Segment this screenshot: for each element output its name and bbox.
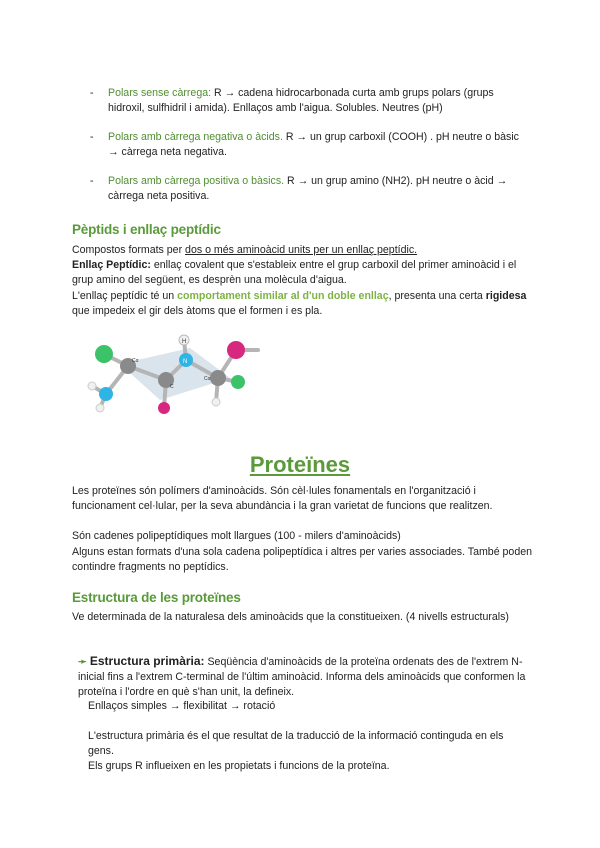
label-calpha-2: Cα <box>204 376 211 382</box>
bullet-polar-uncharged <box>90 86 520 116</box>
page-title: Proteïnes <box>249 452 351 477</box>
primary-note-2: Els grups R influeixen en les propietats i funcions de la proteïna. <box>88 760 390 773</box>
atom-hydrogen <box>88 382 96 390</box>
primary-note-1: L'estructura primària és el que resultat de la traducció de la informació continguda en els gens. <box>88 730 504 758</box>
primary-structure-item <box>78 654 528 701</box>
atom-nitrogen <box>99 387 113 401</box>
atom-green <box>231 375 245 389</box>
intro-body <box>72 484 532 575</box>
bullet-lead: Polars sense càrrega: <box>108 87 212 99</box>
primary-structure-notes <box>88 729 528 775</box>
label-n: N <box>183 359 188 365</box>
bullet-lead: Polars amb càrrega positiva o bàsics. <box>108 175 285 187</box>
peptide-bond-molecule-image <box>80 328 280 428</box>
bullet-text: R → un grup amino (NH2). pH neutre o àcid → càrrega neta positiva. <box>108 175 508 202</box>
bullet-text: R → cadena hidrocarbonada curta amb grups polars (grups hidroxil, sulfhidril i amida). Enllaços amb l'aigua. Solubles. Neutres (pH) <box>108 87 494 114</box>
heading-estructura: Estructura de les proteïnes <box>72 590 241 605</box>
section2-body <box>72 610 532 625</box>
bullet-dash: - <box>90 131 94 143</box>
bullet-polar-negative <box>90 130 520 160</box>
section1-line3: L'enllaç peptídic té un comportament similar al d'un doble enllaç, presenta una certa rigidesa que impedeix el gir dels àtoms que el formen i es pla. <box>72 289 527 317</box>
atom-hydrogen <box>212 398 220 406</box>
atom-magenta <box>227 341 245 359</box>
intro-p3: Alguns estan formats d'una sola cadena polipeptídica i altres per varies associades. També poden contindre fragments no peptídics. <box>72 545 532 573</box>
bullet-lead: Polars amb càrrega negativa o àcids. <box>108 131 283 143</box>
intro-p2: Són cadenes polipeptídiques molt llargues (100 - milers d'aminoàcids) <box>72 530 401 543</box>
arrow-bullet-icon: ➛ <box>78 656 87 668</box>
section2-p1: Ve determinada de la naturalesa dels aminoàcids que la constitueixen. (4 nivells estructurals) <box>72 611 509 623</box>
bullet-text: R → un grup carboxil (COOH) . pH neutre o bàsic → càrrega neta negativa. <box>108 131 519 158</box>
primary-structure-line2: Enllaços simples → flexibilitat → rotació <box>88 700 276 712</box>
bullet-polar-positive <box>90 174 520 204</box>
label-calpha-1: Cα <box>132 358 139 364</box>
label-c: C <box>170 384 174 390</box>
primary-structure-lead: Estructura primària: <box>89 654 205 668</box>
bullet-dash: - <box>90 87 94 99</box>
atom-hydrogen <box>96 404 104 412</box>
heading-peptids: Pèptids i enllaç peptídic <box>72 222 221 237</box>
section1-line1: Compostos formats per dos o més aminoàcid units per un enllaç peptídic. <box>72 244 418 256</box>
bullet-dash: - <box>90 175 94 187</box>
section1-body <box>72 243 532 319</box>
primary-structure-text: Seqüència d'aminoàcids de la proteïna ordenats des de l'extrem N-inicial fins a l'extrem C-terminal de l'últim aminoàcid. Informa dels aminoàcids que conformen la proteïna i l'ordre en què s'han unit, la defineix. <box>78 656 526 699</box>
label-h: H <box>182 339 187 345</box>
atom-green <box>95 345 113 363</box>
section1-line2: Enllaç Peptídic: enllaç covalent que s'estableix entre el grup carboxil del primer aminoàcid i el grup amino del següent, es desprèn una molècula d'aigua. <box>72 259 517 287</box>
atom-oxygen <box>158 402 170 414</box>
atom-carbon-alpha <box>210 370 226 386</box>
intro-p1: Les proteïnes són polímers d'aminoàcids. Són cèl·lules fonamentals en l'organització i funcionament cel·lular, per la seva abundància i la gran varietat de funcions que realitzen. <box>72 485 493 513</box>
